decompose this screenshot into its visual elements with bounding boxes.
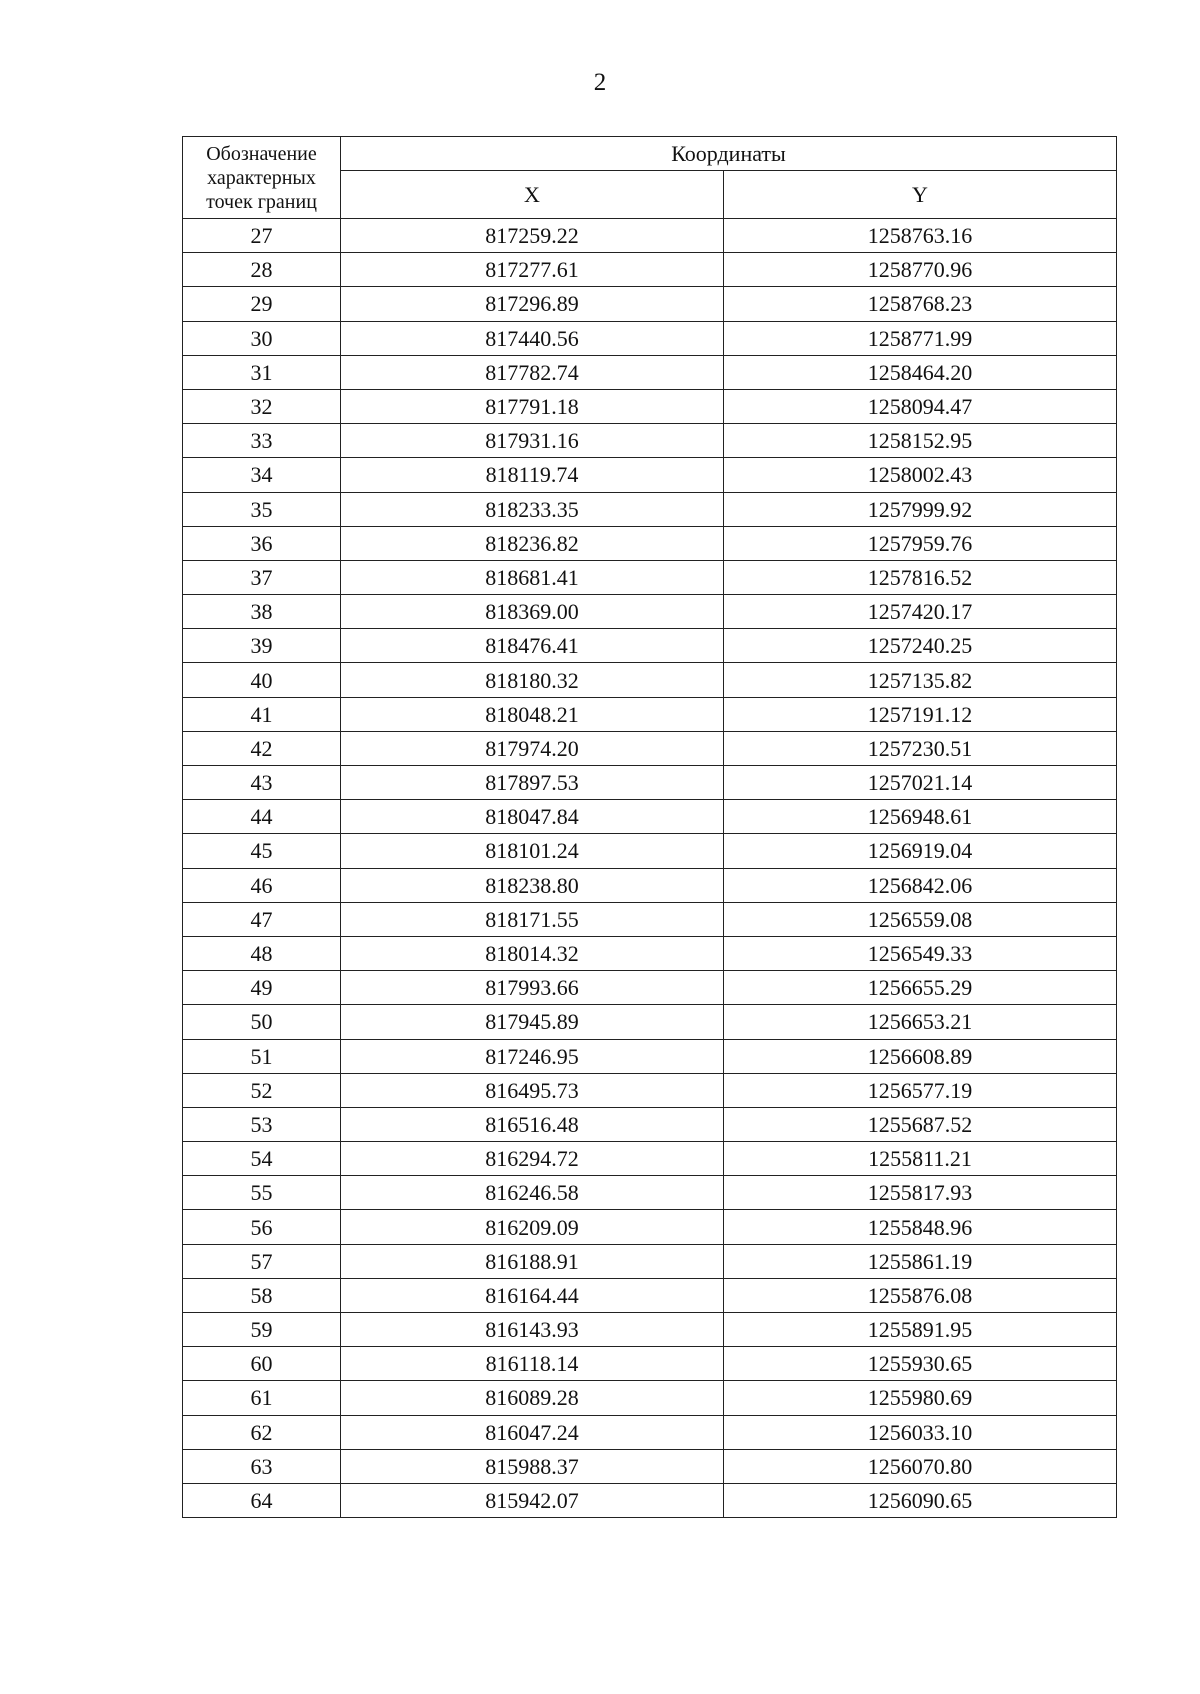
header-x: X — [341, 171, 724, 219]
x-coordinate-cell: 818048.21 — [341, 697, 724, 731]
x-coordinate-cell: 818014.32 — [341, 936, 724, 970]
y-coordinate-cell: 1257959.76 — [724, 526, 1117, 560]
y-coordinate-cell: 1256549.33 — [724, 936, 1117, 970]
header-point-designation: Обозначение характерных точек границ — [183, 137, 341, 219]
y-coordinate-cell: 1258002.43 — [724, 458, 1117, 492]
point-id-cell: 57 — [183, 1244, 341, 1278]
table-body — [183, 219, 1117, 1518]
x-coordinate-cell: 817791.18 — [341, 389, 724, 423]
y-coordinate-cell: 1256655.29 — [724, 971, 1117, 1005]
table-row — [183, 219, 1117, 253]
table-row — [183, 800, 1117, 834]
x-coordinate-cell: 818047.84 — [341, 800, 724, 834]
y-coordinate-cell: 1256033.10 — [724, 1415, 1117, 1449]
x-coordinate-cell: 818171.55 — [341, 902, 724, 936]
x-coordinate-cell: 816495.73 — [341, 1073, 724, 1107]
table-row — [183, 1107, 1117, 1141]
table-row — [183, 766, 1117, 800]
x-coordinate-cell: 818476.41 — [341, 629, 724, 663]
y-coordinate-cell: 1255817.93 — [724, 1176, 1117, 1210]
table-header-row — [183, 137, 1117, 171]
header-y: Y — [724, 171, 1117, 219]
point-id-cell: 60 — [183, 1347, 341, 1381]
point-id-cell: 30 — [183, 321, 341, 355]
table-row — [183, 321, 1117, 355]
y-coordinate-cell: 1258770.96 — [724, 253, 1117, 287]
point-id-cell: 39 — [183, 629, 341, 663]
point-id-cell: 42 — [183, 731, 341, 765]
x-coordinate-cell: 816047.24 — [341, 1415, 724, 1449]
x-coordinate-cell: 817993.66 — [341, 971, 724, 1005]
x-coordinate-cell: 818101.24 — [341, 834, 724, 868]
table-row — [183, 971, 1117, 1005]
y-coordinate-cell: 1255811.21 — [724, 1142, 1117, 1176]
x-coordinate-cell: 817440.56 — [341, 321, 724, 355]
table-row — [183, 1347, 1117, 1381]
point-id-cell: 38 — [183, 595, 341, 629]
table-row — [183, 458, 1117, 492]
y-coordinate-cell: 1257240.25 — [724, 629, 1117, 663]
x-coordinate-cell: 817259.22 — [341, 219, 724, 253]
y-coordinate-cell: 1258094.47 — [724, 389, 1117, 423]
table-row — [183, 1381, 1117, 1415]
y-coordinate-cell: 1258763.16 — [724, 219, 1117, 253]
point-id-cell: 56 — [183, 1210, 341, 1244]
coordinates-table — [182, 136, 1117, 1518]
y-coordinate-cell: 1255891.95 — [724, 1313, 1117, 1347]
y-coordinate-cell: 1257191.12 — [724, 697, 1117, 731]
point-id-cell: 51 — [183, 1039, 341, 1073]
point-id-cell: 28 — [183, 253, 341, 287]
point-id-cell: 50 — [183, 1005, 341, 1039]
table-row — [183, 355, 1117, 389]
table-row — [183, 1278, 1117, 1312]
table-row — [183, 1415, 1117, 1449]
x-coordinate-cell: 817974.20 — [341, 731, 724, 765]
x-coordinate-cell: 818119.74 — [341, 458, 724, 492]
point-id-cell: 55 — [183, 1176, 341, 1210]
x-coordinate-cell: 816188.91 — [341, 1244, 724, 1278]
point-id-cell: 37 — [183, 560, 341, 594]
point-id-cell: 44 — [183, 800, 341, 834]
point-id-cell: 45 — [183, 834, 341, 868]
page-number: 2 — [593, 69, 607, 96]
y-coordinate-cell: 1257021.14 — [724, 766, 1117, 800]
x-coordinate-cell: 818681.41 — [341, 560, 724, 594]
point-id-cell: 35 — [183, 492, 341, 526]
table-row — [183, 1210, 1117, 1244]
x-coordinate-cell: 818369.00 — [341, 595, 724, 629]
table-row — [183, 1449, 1117, 1483]
table-row — [183, 1483, 1117, 1517]
y-coordinate-cell: 1255876.08 — [724, 1278, 1117, 1312]
point-id-cell: 54 — [183, 1142, 341, 1176]
x-coordinate-cell: 817277.61 — [341, 253, 724, 287]
y-coordinate-cell: 1256559.08 — [724, 902, 1117, 936]
point-id-cell: 31 — [183, 355, 341, 389]
point-id-cell: 52 — [183, 1073, 341, 1107]
y-coordinate-cell: 1258768.23 — [724, 287, 1117, 321]
x-coordinate-cell: 817931.16 — [341, 424, 724, 458]
table-row — [183, 868, 1117, 902]
point-id-cell: 33 — [183, 424, 341, 458]
x-coordinate-cell: 818238.80 — [341, 868, 724, 902]
x-coordinate-cell: 817246.95 — [341, 1039, 724, 1073]
x-coordinate-cell: 815988.37 — [341, 1449, 724, 1483]
y-coordinate-cell: 1255861.19 — [724, 1244, 1117, 1278]
y-coordinate-cell: 1256090.65 — [724, 1483, 1117, 1517]
point-id-cell: 43 — [183, 766, 341, 800]
y-coordinate-cell: 1258152.95 — [724, 424, 1117, 458]
table-row — [183, 424, 1117, 458]
x-coordinate-cell: 816118.14 — [341, 1347, 724, 1381]
table-row — [183, 595, 1117, 629]
point-id-cell: 41 — [183, 697, 341, 731]
y-coordinate-cell: 1257230.51 — [724, 731, 1117, 765]
y-coordinate-cell: 1257420.17 — [724, 595, 1117, 629]
x-coordinate-cell: 817782.74 — [341, 355, 724, 389]
table-row — [183, 663, 1117, 697]
x-coordinate-cell: 818180.32 — [341, 663, 724, 697]
point-id-cell: 32 — [183, 389, 341, 423]
table-row — [183, 1005, 1117, 1039]
point-id-cell: 59 — [183, 1313, 341, 1347]
x-coordinate-cell: 817296.89 — [341, 287, 724, 321]
table-row — [183, 1313, 1117, 1347]
y-coordinate-cell: 1257999.92 — [724, 492, 1117, 526]
x-coordinate-cell: 816143.93 — [341, 1313, 724, 1347]
point-id-cell: 36 — [183, 526, 341, 560]
point-id-cell: 58 — [183, 1278, 341, 1312]
point-id-cell: 40 — [183, 663, 341, 697]
table-row — [183, 560, 1117, 594]
y-coordinate-cell: 1258464.20 — [724, 355, 1117, 389]
point-id-cell: 49 — [183, 971, 341, 1005]
point-id-cell: 62 — [183, 1415, 341, 1449]
x-coordinate-cell: 816089.28 — [341, 1381, 724, 1415]
x-coordinate-cell: 816164.44 — [341, 1278, 724, 1312]
x-coordinate-cell: 816209.09 — [341, 1210, 724, 1244]
x-coordinate-cell: 816246.58 — [341, 1176, 724, 1210]
y-coordinate-cell: 1255930.65 — [724, 1347, 1117, 1381]
point-id-cell: 46 — [183, 868, 341, 902]
point-id-cell: 27 — [183, 219, 341, 253]
table-row — [183, 936, 1117, 970]
x-coordinate-cell: 818233.35 — [341, 492, 724, 526]
y-coordinate-cell: 1256919.04 — [724, 834, 1117, 868]
x-coordinate-cell: 816516.48 — [341, 1107, 724, 1141]
x-coordinate-cell: 816294.72 — [341, 1142, 724, 1176]
point-id-cell: 47 — [183, 902, 341, 936]
point-id-cell: 53 — [183, 1107, 341, 1141]
x-coordinate-cell: 817897.53 — [341, 766, 724, 800]
table-row — [183, 492, 1117, 526]
table-row — [183, 1073, 1117, 1107]
table-row — [183, 697, 1117, 731]
x-coordinate-cell: 815942.07 — [341, 1483, 724, 1517]
table-row — [183, 1142, 1117, 1176]
y-coordinate-cell: 1257135.82 — [724, 663, 1117, 697]
table-row — [183, 526, 1117, 560]
point-id-cell: 34 — [183, 458, 341, 492]
table-row — [183, 389, 1117, 423]
header-coordinates: Координаты — [341, 137, 1117, 171]
table-row — [183, 731, 1117, 765]
table-row — [183, 834, 1117, 868]
point-id-cell: 29 — [183, 287, 341, 321]
point-id-cell: 63 — [183, 1449, 341, 1483]
x-coordinate-cell: 818236.82 — [341, 526, 724, 560]
table-row — [183, 1039, 1117, 1073]
table-row — [183, 287, 1117, 321]
y-coordinate-cell: 1256070.80 — [724, 1449, 1117, 1483]
y-coordinate-cell: 1256842.06 — [724, 868, 1117, 902]
y-coordinate-cell: 1256948.61 — [724, 800, 1117, 834]
table-row — [183, 902, 1117, 936]
point-id-cell: 61 — [183, 1381, 341, 1415]
point-id-cell: 64 — [183, 1483, 341, 1517]
point-id-cell: 48 — [183, 936, 341, 970]
table-row — [183, 253, 1117, 287]
table-row — [183, 629, 1117, 663]
table-row — [183, 1176, 1117, 1210]
y-coordinate-cell: 1256608.89 — [724, 1039, 1117, 1073]
y-coordinate-cell: 1256577.19 — [724, 1073, 1117, 1107]
y-coordinate-cell: 1257816.52 — [724, 560, 1117, 594]
y-coordinate-cell: 1255848.96 — [724, 1210, 1117, 1244]
y-coordinate-cell: 1255980.69 — [724, 1381, 1117, 1415]
table-row — [183, 1244, 1117, 1278]
y-coordinate-cell: 1256653.21 — [724, 1005, 1117, 1039]
x-coordinate-cell: 817945.89 — [341, 1005, 724, 1039]
y-coordinate-cell: 1258771.99 — [724, 321, 1117, 355]
y-coordinate-cell: 1255687.52 — [724, 1107, 1117, 1141]
